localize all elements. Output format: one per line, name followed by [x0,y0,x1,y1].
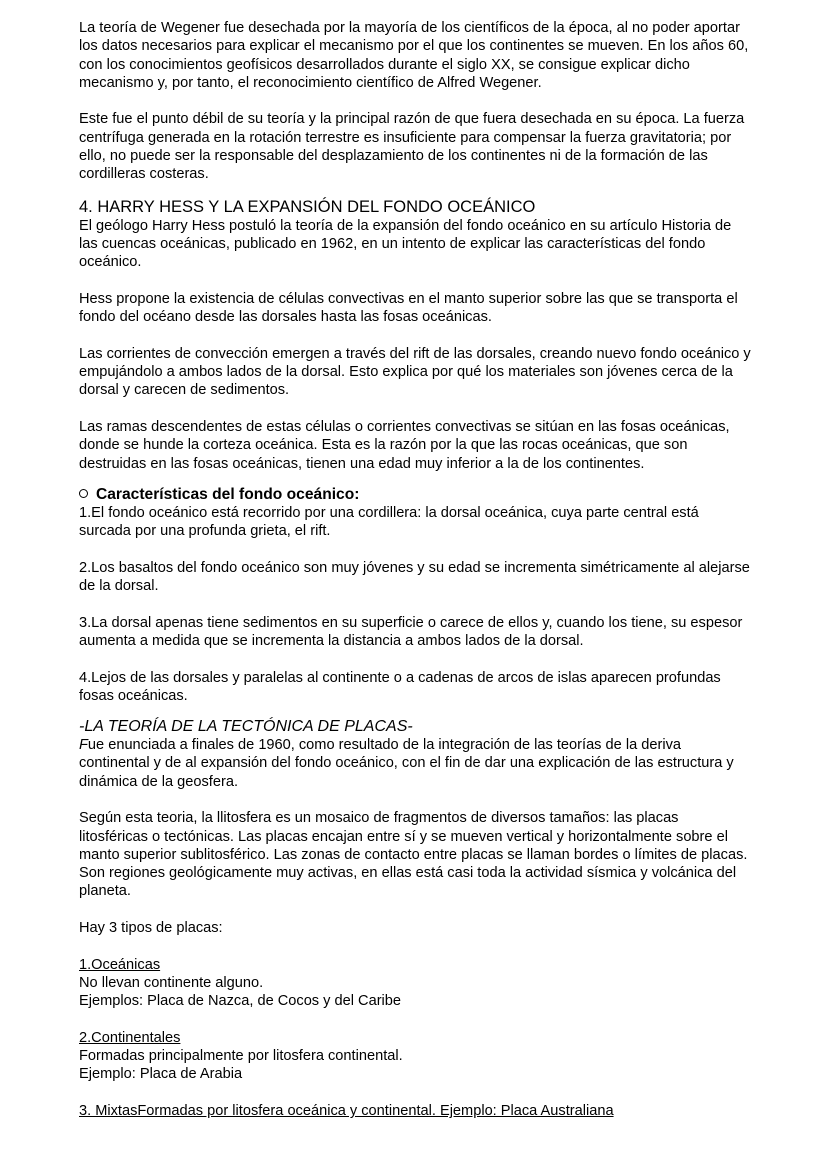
paragraph-hess-currents: Las corrientes de convección emergen a través del rift de las dorsales, creando nuevo fondo oceánico y empujándolo a ambos lados de la dorsal. Esto explica por qué los materiales son jóvenes cerca de la dorsal y carecen de sedimentos. [79,345,751,399]
paragraph-hess-intro: El geólogo Harry Hess postuló la teoría de la expansión del fondo oceánico en su artículo Historia de las cuencas oceánicas, publicado en 1962, en un intento de explicar las características del fondo oceánico. [79,217,732,271]
paragraph-hess-convection: Hess propone la existencia de células convectivas en el manto superior sobre las que se transporta el fondo del océano desde las dorsales hasta las fosas oceánicas. [79,290,738,326]
section-heading-hess: 4. HARRY HESS Y LA EXPANSIÓN DEL FONDO OCEÁNICO [79,197,536,216]
tectonics-heading: -LA TEORÍA DE LA TECTÓNICA DE PLACAS- [79,718,413,736]
paragraph-hess-descending: Las ramas descendentes de estas células o corrientes convectivas se sitúan en las fosas oceánicas, donde se hunde la corteza oceánica. Esta es la razón por la que las rocas oceánicas, que son destruidas en las fosas oceánicas, tienen una edad muy inferior a la de los continentes. [79,418,730,472]
paragraph-tectonics-intro-text: ue enunciada a finales de 1960, como resultado de la integración de las teorías de la deriva continental y de al expansión del fondo oceánico, con el fin de dar una explicación de las estructura y dinámica de la geosfera. [79,737,734,790]
document-page [79,19,751,1120]
feature-item: 2.Los basaltos del fondo oceánico son muy jóvenes y su edad se incrementa simétricamente al alejarse de la dorsal. [79,559,750,595]
paragraph-wegener-rejection: La teoría de Wegener fue desechada por la mayoría de los científicos de la época, al no poder aportar los datos necesarios para explicar el mecanismo por el que los continentes se mueven. En los años 60, con los conocimientos geofísicos desarrollados durante el siglo XX, se consigue explicar dicho mecanismo y, por tanto, el reconocimiento científico de Alfred Wegener. [79,20,749,91]
paragraph-weak-point: Este fue el punto débil de su teoría y la principal razón de que fuera desechada en su época. La fuerza centrífuga generada en la rotación terrestre es insuficiente para compensar la fuerza gravitatoria; por ello, no puede ser la responsable del desplazamiento de los continentes ni de la formación de las cordilleras costeras. [79,111,745,183]
plate-type-line: Ejemplo: Placa de Arabia [79,1066,243,1083]
plate-types-intro: Hay 3 tipos de placas: [79,920,223,937]
feature-item: 1.El fondo oceánico está recorrido por una cordillera: la dorsal oceánica, cuya parte central está surcada por una profunda grieta, el rift. [79,504,699,540]
plate-type-mixed: 3. MixtasFormadas por litosfera oceánica y continental. Ejemplo: Placa Australiana [79,1103,614,1120]
plate-type-line: Formadas principalmente por litosfera continental. [79,1048,403,1065]
plate-type-line: No llevan continente alguno. [79,974,264,991]
plate-type-title: 1.Oceánicas [79,956,161,973]
paragraph-lithosphere: Según esta teoria, la llitosfera es un mosaico de fragmentos de diversos tamaños: las placas litosféricas o tectónicas. Las placas encajan entre sí y se mueven vertical y horizontalmente sobre el manto superior sublitosférico. Las zonas de contacto entre placas se llaman bordes o límites de placas. Son regiones geológicamente muy activas, en ellas está casi toda la actividad sísmica y volcánica del planeta. [79,810,748,900]
paragraph-tectonics-intro [79,736,751,791]
plate-type-title: 2.Continentales [79,1029,181,1046]
features-heading-text: Características del fondo oceánico: [96,485,360,503]
hollow-bullet-icon [79,489,88,498]
drop-letter: F [79,737,88,754]
feature-item: 4.Lejos de las dorsales y paralelas al continente o a cadenas de arcos de islas aparecen profundas fosas oceánicas. [79,669,721,704]
features-heading [79,485,751,504]
plate-type-line: Ejemplos: Placa de Nazca, de Cocos y del Caribe [79,993,402,1010]
feature-item: 3.La dorsal apenas tiene sedimentos en su superficie o carece de ellos y, cuando los tiene, su espesor aumenta a medida que se incrementa la distancia a ambos lados de la dorsal. [79,614,743,649]
